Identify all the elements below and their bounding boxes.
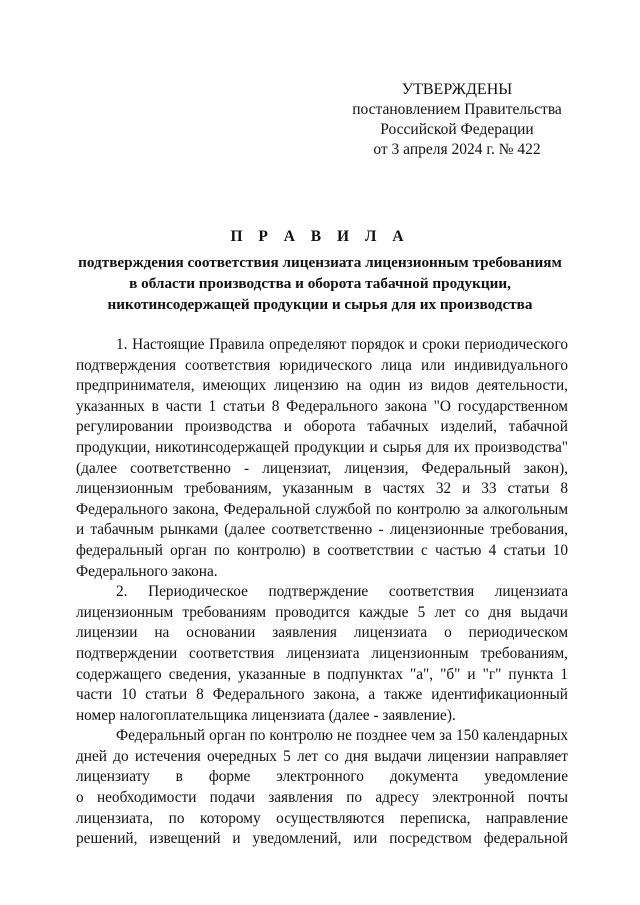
paragraph-3	[76, 726, 568, 850]
paragraph-line: лицензиату в форме электронного документа уведомление	[76, 768, 568, 786]
paragraph-line: указанных в части 1 статьи 8 Федерального закона "О государственном	[76, 397, 568, 415]
paragraph-line: решений, извещений и уведомлений, или посредством федеральной	[76, 830, 568, 848]
paragraph-1	[76, 335, 568, 582]
paragraph-line: Федерального закона.	[76, 562, 218, 580]
paragraph-line: 1. Настоящие Правила определяют порядок и сроки периодического	[116, 336, 568, 353]
approval-line-1: постановлением Правительства	[352, 101, 562, 118]
paragraph-line: части 10 статьи 8 Федерального закона, а также идентификационный	[76, 686, 568, 704]
approval-line-3: от 3 апреля 2024 г. № 422	[373, 141, 541, 158]
paragraph-line: подтверждении соответствия лицензиата лицензионным требованиям,	[76, 644, 568, 662]
paragraph-line: Федеральный орган по контролю не позднее чем за 150 календарных	[116, 727, 568, 745]
paragraph-line: предпринимателя, имеющих лицензию на один из видов деятельности,	[76, 377, 568, 395]
approval-line-2: Российской Федерации	[380, 121, 534, 138]
paragraph-line: Федерального закона, Федеральной службой по контролю за алкогольным	[76, 500, 568, 518]
paragraph-line: подтверждения соответствия юридического лица или индивидуального	[76, 356, 568, 374]
document-title: П Р А В И Л А	[230, 228, 410, 245]
paragraph-line: дней до истечения очередных 5 лет со дня выдачи лицензии направляет	[76, 747, 568, 765]
paragraph-line: продукции, никотинсодержащей продукции и сырья для их производства"	[76, 438, 568, 456]
paragraph-line: лицензии на основании заявления лицензиата о периодическом	[76, 624, 568, 642]
approval-heading: УТВЕРЖДЕНЫ	[401, 81, 513, 98]
paragraph-line: о необходимости подачи заявления по адресу электронной почты	[76, 789, 568, 807]
document-body	[76, 335, 568, 850]
paragraph-line: номер налогоплательщика лицензиата (далее - заявление).	[76, 706, 456, 724]
document-subtitle	[60, 252, 580, 315]
paragraph-line: регулировании производства и оборота табачных изделий, табачной	[76, 418, 568, 436]
paragraph-line: лицензионным требованиям проводится каждые 5 лет со дня выдачи	[76, 603, 568, 621]
paragraph-line: лицензиата, по которому осуществляются переписка, направление	[76, 809, 568, 827]
paragraph-line: федеральный орган по контролю) в соответствии с частью 4 статьи 10	[76, 541, 568, 559]
paragraph-line: лицензионным требованиям, указанным в частях 32 и 33 статьи 8	[76, 480, 568, 498]
paragraph-line: 2. Периодическое подтверждение соответствия лицензиата	[116, 583, 568, 601]
paragraph-2	[76, 582, 568, 726]
subtitle-line-1: подтверждения соответствия лицензиата лицензионным требованиям	[78, 254, 562, 271]
paragraph-line: содержащего сведения, указанные в подпунктах "а", "б" и "г" пункта 1	[76, 665, 568, 683]
subtitle-line-2: в области производства и оборота табачной продукции,	[129, 275, 511, 292]
paragraph-line: (далее соответственно - лицензиат, лицензия, Федеральный закон),	[76, 459, 568, 477]
subtitle-line-3: никотинсодержащей продукции и сырья для их производства	[107, 296, 533, 313]
approval-block	[352, 80, 562, 160]
paragraph-line: и табачным рынками (далее соответственно - лицензионные требования,	[76, 521, 568, 539]
